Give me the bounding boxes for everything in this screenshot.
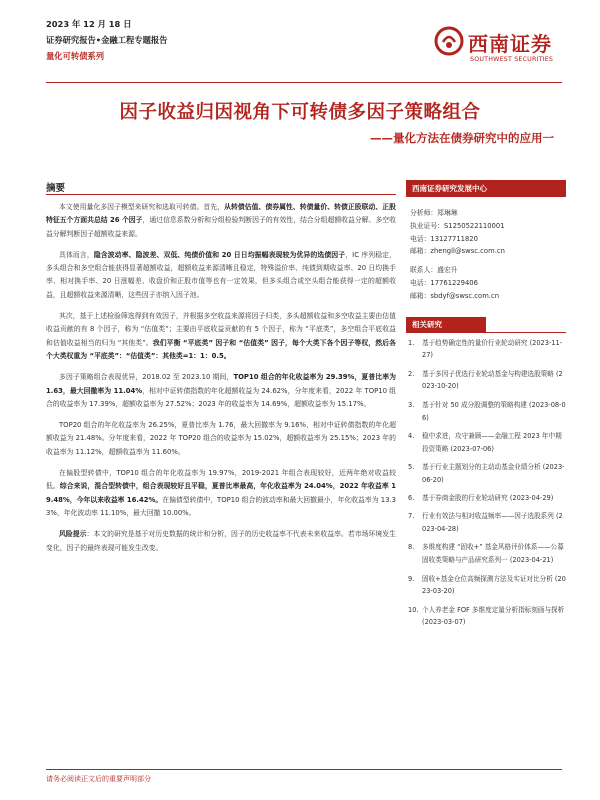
footer-disclaimer: 请务必阅读正文后的重要声明部分 — [46, 775, 151, 783]
analyst-email-link[interactable]: 邮箱：zhengll@swsc.com.cn — [410, 247, 505, 256]
related-item[interactable]: 10. 个人养老金 FOF 多维度定量分析指标刻画与探析 (2023-03-07) — [408, 605, 565, 627]
abstract-divider — [46, 194, 396, 195]
header-divider — [46, 82, 562, 83]
abstract-paragraph: 具体而言，隐含波动率、隐波差、双低、纯债价值和 20 日日均振幅表现较为优异的选债因子，IC 序列稳定，多头组合和多空组合能获得显著超额收益，超额收益来源清晰且稳定，特殊溢价率、纯债到期收益率、20 日均换手率、相对换手率、20 日涨幅差、收盘价和正股市值等也有一定效果，但多头组合或空头组合能获得一定的超额收益，且超额收益来源清晰，这些因子亦纳入因子池。 — [46, 250, 396, 299]
logo-name-en: SOUTHWEST SECURITIES — [470, 56, 554, 63]
logo-emblem-icon — [434, 26, 464, 56]
related-item[interactable]: 2. 基于多因子优选行业轮动基金与构建选股策略 (2023-10-20) — [408, 369, 563, 391]
analyst-line: 分析师：郑琳琳 — [410, 209, 458, 217]
abstract-paragraph: TOP20 组合的年化收益率为 26.25%，夏普比率为 1.76，最大回撤率为 9.16%，相对中证转债指数的年化超额收益为 21.48%。分年度来看，2022 年 TOP20 组合的收益率为 15.02%，超额收益率为 25.15%；2023 年的收益率为 11.12%，超额收益率为 11.60%。 — [46, 421, 396, 456]
report-title: 因子收益归因视角下可转债多因子策略组合 — [119, 102, 481, 123]
report-type: 证券研究报告•金融工程专题报告 — [46, 35, 168, 45]
abstract-heading: 摘要 — [46, 183, 66, 194]
related-item[interactable]: 7. 行业有效法与相对收益频率——因子选股系列 (2023-04-28) — [408, 512, 563, 534]
analyst-line: 电话：17761229406 — [410, 278, 478, 287]
related-research-heading: 相关研究 — [406, 317, 486, 332]
footer-divider — [46, 769, 562, 770]
abstract-paragraph: 在偏股型转债中，TOP10 组合的年化收益率为 19.97%，2019-2021 年组合表现较好，近两年绝对收益较低。综合来说，混合型转债中，组合表现较好且平稳，夏普比率最高，年化收益率为 24.04%，2022 年收益率 19.48%，今年以来收益率 16.42%。在偏债型转债中，TOP10 组合的波动率和最大回撤最小，年化收益率为 13.33%，年化波动率 11.10%，最大回撤 10.00%。 — [46, 469, 396, 517]
contact-email-link[interactable]: 邮箱：sbdyf@swsc.com.cn — [410, 291, 500, 300]
analyst-line: 执业证号：S1250522110001 — [410, 221, 505, 230]
risk-warning: 风险提示：本文的研究是基于对历史数据的统计和分析，因子的历史收益率不代表未来收益率。若市场环境发生变化，因子的最终表现可能发生改变。 — [46, 530, 396, 552]
company-logo — [434, 26, 564, 70]
report-series: 量化可转债系列 — [46, 51, 105, 61]
related-item[interactable]: 8. 多维度构建 “固收+” 基金风格评价体系——公募固收类策略与产品研究系列一 (2023-04-21) — [408, 543, 564, 565]
analyst-line: 联系人：盛宏升 — [410, 266, 458, 275]
report-subtitle: ——量化方法在债券研究中的应用一 — [370, 131, 554, 145]
related-item[interactable]: 6. 基于券商金股的行业轮动研究 (2023-04-29) — [408, 494, 554, 503]
sidebar — [406, 180, 566, 635]
related-item[interactable]: 9. 固收+基金仓位高频探测方法及实证对比分析 (2023-03-20) — [408, 574, 566, 596]
abstract-paragraph: 多因子策略组合表现优异，2018.02 至 2023.10 期间，TOP10 组合的年化收益率为 29.39%，夏普比率为 1.63，最大回撤率为 11.04%，相对中证转债指数的年化超额收益为 24.62%，分年度来看，2022 年 TOP10 组合的收益率为 17.39%，超额收益率为 27.52%；2023 年的收益率为 14.69%，超额收益率为 15.17%。 — [46, 373, 396, 408]
abstract-paragraph: 其次，基于上述检验筛选得到有效因子，并根据多空收益来源将因子归类，多头超额收益和多空收益主要由估值收益贡献的有 8 个因子，称为 “估值类”；主要由平底收益贡献的有 5 个因子，称为 “平底类”，多空组合平底收益和估值收益相当的归为 “其他类”。我们平衡 “平底类” 因子和 “估值类” 因子，每个大类下各个因子等权，然后各个大类权重为 “平底类”：“估值类”：其他类=1：1：0.5。 — [46, 312, 396, 360]
related-research-list — [406, 333, 566, 630]
related-item[interactable]: 5. 基于行业主题划分的主动动基金业绩分析 (2023-06-20) — [408, 462, 565, 484]
logo-name-cn: 西南证券 — [468, 32, 552, 56]
analyst-info — [406, 197, 566, 303]
report-header — [46, 16, 306, 64]
related-item[interactable]: 3. 基于针对 50 成分股调整的策略构建 (2023-08-06) — [408, 400, 566, 422]
report-date: 2023 年 12 月 18 日 — [46, 19, 132, 29]
abstract-section — [46, 180, 396, 555]
abstract-paragraph: 本文使用量化多因子模型来研究和选取可转债。首先，从转债估值、债券属性、转债量价、转债正股联动、正股特征五个方面共总结 26 个因子，通过信息系数分析和分组检验判断因子的有效性，结合分组超额收益分解、多空收益分解判断因子超额收益来源。 — [46, 203, 396, 238]
related-item[interactable]: 1. 基于趋势确定性的量价行业轮动研究 (2023-11-27) — [408, 338, 563, 360]
research-center-heading: 西南证券研究发展中心 — [406, 180, 566, 197]
analyst-line: 电话：13127711820 — [410, 234, 478, 243]
related-item[interactable]: 4. 稳中求进，攻守兼顾——金融工程 2023 年中期投资策略 (2023-07-06) — [408, 431, 562, 453]
